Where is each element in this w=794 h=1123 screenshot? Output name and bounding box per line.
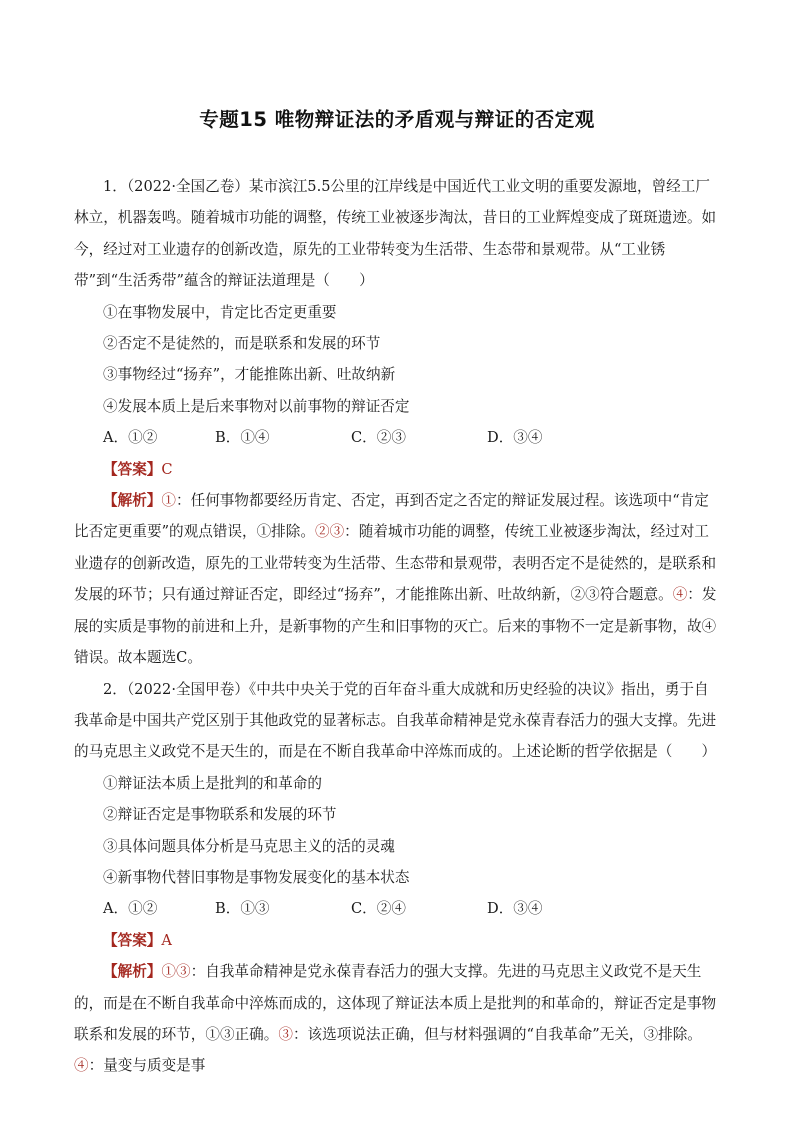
choice-b: B．①③ [215,900,270,918]
analysis-ref: ④ [74,1057,89,1075]
analysis-ref: ①③ [161,963,191,981]
answer-value: C [161,460,173,478]
question-stem: 1．（2022·全国乙卷）某市滨江5.5公里的江岸线是中国近代工业文明的重要发源地，曾经工厂林立，机器轰鸣。随着城市功能的调整，传统工业被逐步淘汰，昔日的工业辉煌变成了斑斑遗迹。如今，经过对工业遗存的创新改造，原先的工业带转变为生活带、生态带和景观带。从“工业锈带”到“生活秀带”蕴含的辩证法道理是（ ） [74,178,717,290]
statement-item: ②辩证否定是事物联系和发展的环节 [103,806,337,824]
analysis-text: ：发展的实质是事物的前进和上升，是新事物的产生和旧事物的灭亡。后来的事物不一定是新事物，故④错误。故本题选C。 [74,586,717,667]
analysis-label: 【解析】 [103,963,162,981]
analysis-label: 【解析】 [103,492,162,510]
analysis-text: ：自我革命精神是党永葆青春活力的强大支撑。先进的马克思主义政党不是天生的，而是在不断自我革命中淬炼而成的，这体现了辩证法本质上是批判的和革命的，辩证否定是事物联系和发展的环节，①③正确。 [74,963,717,1043]
statement-item: ③事物经过“扬弃”，才能推陈出新、吐故纳新 [103,366,396,384]
choice-c: C．②④ [351,900,406,918]
statement-item: ①辩证法本质上是批判的和革命的 [103,774,322,792]
statement-item: ④发展本质上是后来事物对以前事物的辩证否定 [103,397,410,415]
choice-c: C．②③ [351,429,406,447]
answer-line [74,925,722,956]
choice-a: A．①② [103,429,158,447]
analysis-paragraph [74,956,722,1082]
choice-a: A．①② [103,900,158,918]
choice-row [74,893,722,924]
answer-label: 【答案】 [103,460,162,478]
question-item [74,171,722,674]
analysis-text: ：任何事物都要经历肯定、否定，再到否定之否定的辩证发展过程。该选项中“肯定比否定更重要”的观点错误，①排除。 [74,492,709,541]
analysis-text: ：该选项说法正确，但与材料强调的“自我革命”无关，③排除。 [292,1025,702,1043]
answer-line [74,454,722,485]
statement-item: ③具体问题具体分析是马克思主义的活的灵魂 [103,837,395,855]
page-title: 专题15 唯物辩证法的矛盾观与辩证的否定观 [199,108,595,131]
statement-item: ④新事物代替旧事物是事物发展变化的基本状态 [103,868,410,886]
analysis-ref: ① [161,492,176,510]
analysis-ref: ②③ [314,523,345,541]
answer-value: A [161,931,172,949]
answer-label: 【答案】 [103,931,162,949]
choice-d: D．③④ [487,900,543,918]
choice-b: B．①④ [215,429,270,447]
choice-d: D．③④ [487,429,543,447]
statement-item: ①在事物发展中，肯定比否定更重要 [103,303,337,321]
analysis-paragraph [74,485,722,673]
analysis-ref: ③ [278,1025,293,1043]
analysis-text: ：量变与质变是事 [88,1057,206,1075]
statement-item: ②否定不是徒然的，而是联系和发展的环节 [103,335,381,353]
analysis-text: ：随着城市功能的调整，传统工业被逐步淘汰，经过对工业遗存的创新改造，原先的工业带转变为生活带、生态带和景观带，表明否定不是徒然的，是联系和发展的环节；只有通过辩证否定，即经过“扬弃”，才能推陈出新、吐故纳新，②③符合题意。 [74,523,717,604]
question-stem: 2．（2022·全国甲卷）《中共中央关于党的百年奋斗重大成就和历史经验的决议》指出，勇于自我革命是中国共产党区别于其他政党的显著标志。自我革命精神是党永葆青春活力的强大支撑。先进的马克思主义政党不是天生的，而是在不断自我革命中淬炼而成的。上述论断的哲学依据是（ ） [74,680,717,761]
question-list [74,171,722,1082]
choice-row [74,422,722,453]
analysis-ref: ④ [672,586,688,604]
question-item [74,674,722,1082]
